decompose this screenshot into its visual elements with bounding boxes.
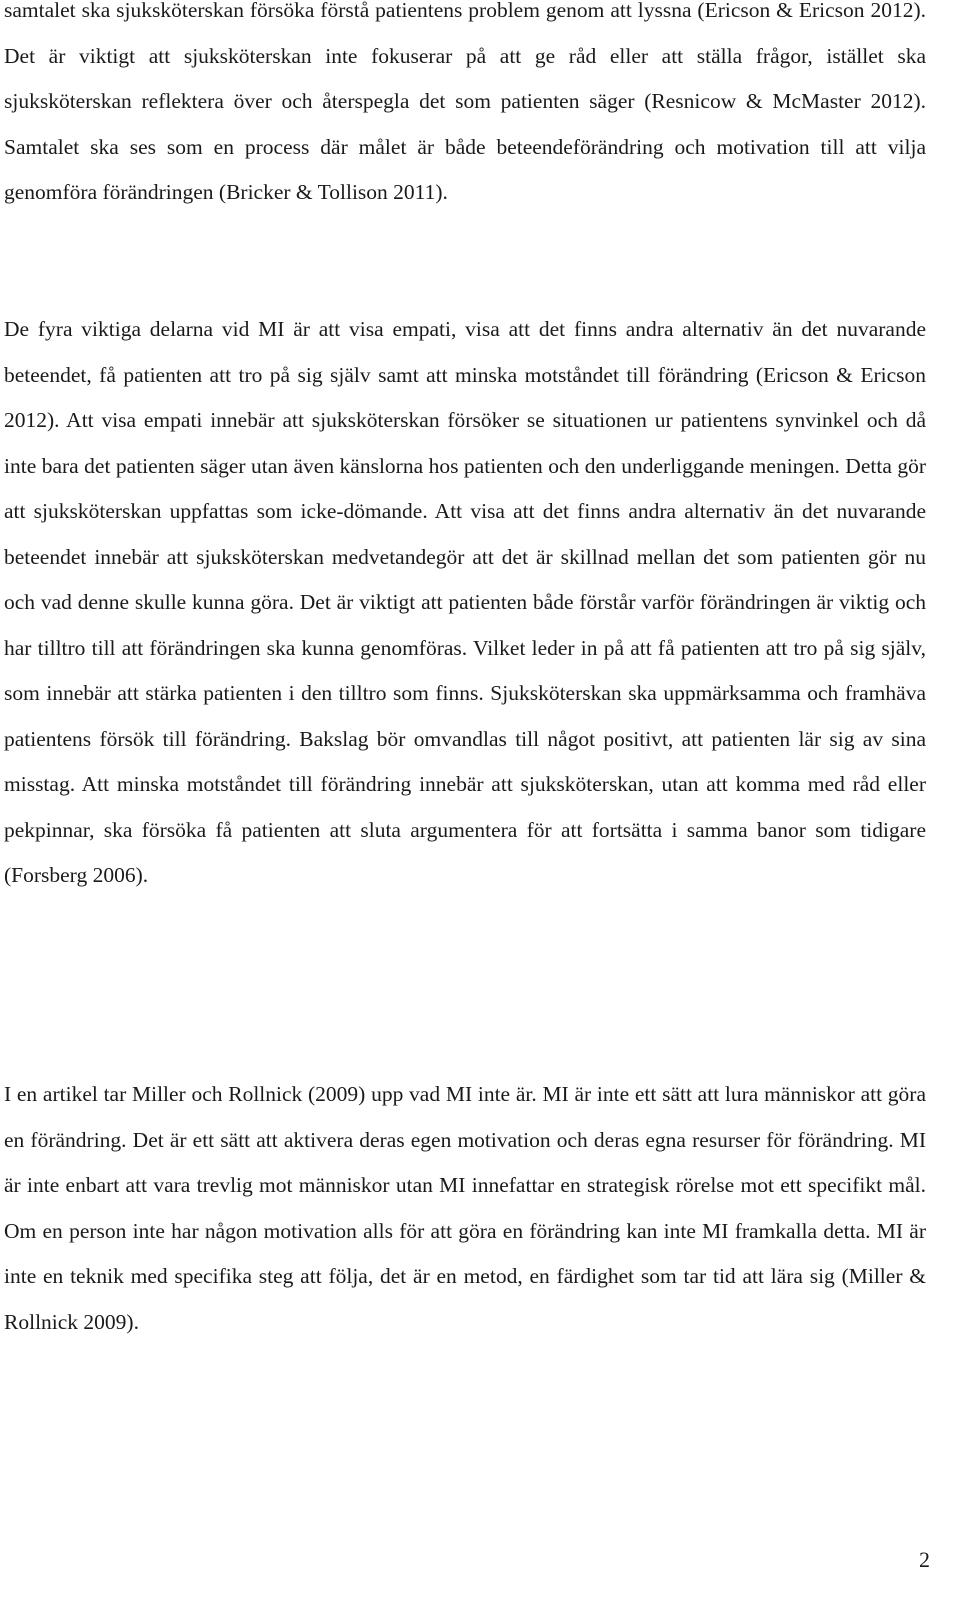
body-paragraph-3: I en artikel tar Miller och Rollnick (2009) upp vad MI inte är. MI är inte ett sätt att lura människor att göra en förändring. Det är ett sätt att aktivera deras egen motivation och deras egna resurser för förändring. MI är inte enbart att vara trevlig mot människor utan MI innefattar en strategisk rörelse mot ett specifikt mål. Om en person inte har någon motivation alls för att göra en förändring kan inte MI framkalla detta. MI är inte en teknik med specifika steg att följa, det är en metod, en färdighet som tar tid att lära sig (Miller & Rollnick 2009). — [4, 1082, 926, 1334]
body-paragraph-1: samtalet ska sjuksköterskan försöka förstå patientens problem genom att lyssna (Ericson & Ericson 2012). Det är viktigt att sjuksköterskan inte fokuserar på att ge råd eller att ställa frågor, istället ska sjuksköterskan reflektera över och återspegla det som patienten säger (Resnicow & McMaster 2012). Samtalet ska ses som en process där målet är både beteendeförändring och motivation till att vilja genomföra förändringen (Bricker & Tollison 2011). — [4, 0, 926, 204]
body-paragraph-2: De fyra viktiga delarna vid MI är att visa empati, visa att det finns andra alternativ än det nuvarande beteendet, få patienten att tro på sig själv samt att minska motståndet till förändring (Ericson & Ericson 2012). Att visa empati innebär att sjuksköterskan försöker se situationen ur patientens synvinkel och då inte bara det patienten säger utan även känslorna hos patienten och den underliggande meningen. Detta gör att sjuksköterskan uppfattas som icke-dömande. Att visa att det finns andra alternativ än det nuvarande beteendet innebär att sjuksköterskan medvetandegör att det är skillnad mellan det som patienten gör nu och vad denne skulle kunna göra. Det är viktigt att patienten både förstår varför förändringen är viktig och har tilltro till att förändringen ska kunna genomföras. Vilket leder in på att få patienten att tro på sig själv, som innebär att stärka patienten i den tilltro som finns. Sjuksköterskan ska uppmärksamma och framhäva patientens försök till förändring. Bakslag bör omvandlas till något positivt, att patienten lär sig av sina misstag. Att minska motståndet till förändring innebär att sjuksköterskan, utan att komma med råd eller pekpinnar, ska försöka få patienten att sluta argumentera för att fortsätta i samma banor som tidigare (Forsberg 2006). — [4, 317, 926, 887]
page-number: 2 — [919, 1547, 930, 1572]
